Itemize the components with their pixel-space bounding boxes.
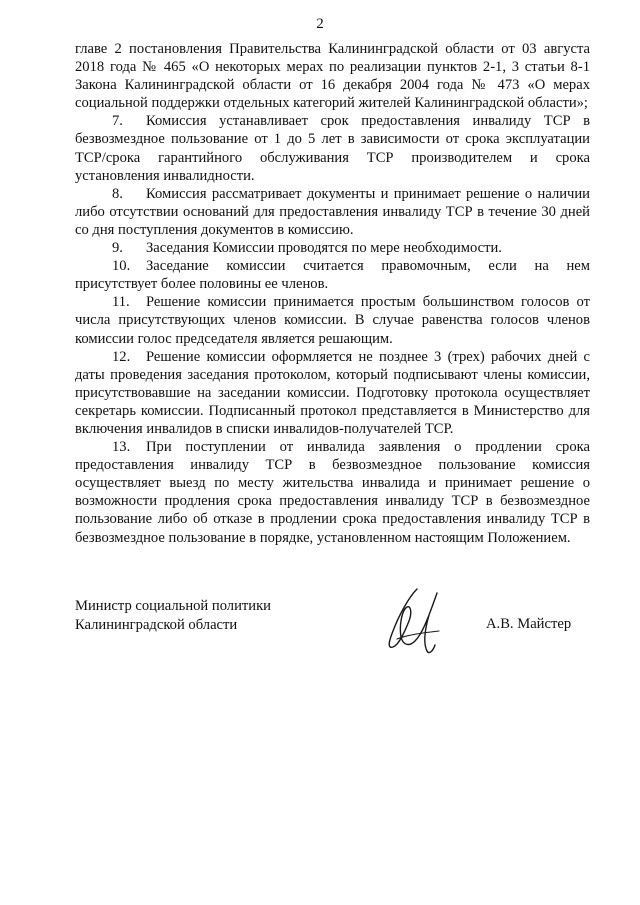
paragraph-text: Решение комиссии принимается простым большинством голосов от числа присутствующих членов комиссии. В случае равенства голосов членов комиссии голос председателя является решающим. <box>75 294 590 347</box>
paragraph-8 <box>75 185 590 239</box>
signature-block <box>75 597 590 667</box>
paragraph-7 <box>75 112 590 184</box>
paragraph-number: 12. <box>112 348 131 365</box>
signatory-title-line2: Калининградской области <box>75 616 238 633</box>
handwritten-signature <box>377 585 457 659</box>
signatory-title <box>75 597 271 634</box>
paragraph-11 <box>75 293 590 347</box>
paragraph-10 <box>75 257 590 293</box>
paragraph-13 <box>75 438 590 547</box>
paragraph-text: Комиссия рассматривает документы и принимает решение о наличии либо отсутствии оснований для предоставления инвалиду ТСР в течение 30 дней со дня поступления документов в комиссию. <box>75 185 590 238</box>
paragraph-text: При поступлении от инвалида заявления о продлении срока предоставления инвалиду ТСР в безвозмездное пользование комиссия осуществляет выезд по месту жительства инвалида и принимает решение о возможности продления срока предоставления инвалиду ТСР в безвозмездное пользование либо об отказе в продлении срока предоставления инвалиду ТСР в безвозмездное пользование в порядке, установленном настоящим Положением. <box>75 439 590 546</box>
paragraph-number: 8. <box>112 185 123 202</box>
document-body <box>75 40 590 547</box>
intro-paragraph: главе 2 постановления Правительства Калининградской области от 03 августа 2018 года № 465 «О некоторых мерах по реализации пунктов 2-1, 3 статьи 8-1 Закона Калининградской области от 16 декабря 2004 года № 473 «О мерах социальной поддержки отдельных категорий жителей Калининградской области»; <box>75 41 590 112</box>
paragraph-text: Решение комиссии оформляется не позднее 3 (трех) рабочих дней с даты проведения заседания протоколом, который подписывают члены комиссии, присутствовавшие на заседании комиссии. Подготовку протокола осуществляет секретарь комиссии. Подписанный протокол представляется в Министерство для включения инвалидов в списки инвалидов-получателей ТСР. <box>75 348 590 437</box>
signatory-name: А.В. Майстер <box>486 616 572 632</box>
page-number: 2 <box>316 16 324 32</box>
paragraph-number: 10. <box>112 258 131 275</box>
paragraph-12 <box>75 348 590 438</box>
paragraph-number: 13. <box>112 439 131 456</box>
signatory-title-line1: Министр социальной политики <box>75 598 271 614</box>
paragraph-number: 7. <box>112 113 123 130</box>
paragraph-number: 9. <box>112 240 123 257</box>
paragraph-text: Заседание комиссии считается правомочным, если на нем присутствует более половины ее членов. <box>75 258 590 293</box>
paragraph-9 <box>75 239 590 257</box>
paragraph-text: Заседания Комиссии проводятся по мере необходимости. <box>146 240 502 257</box>
paragraph-text: Комиссия устанавливает срок предоставления инвалиду ТСР в безвозмездное пользование от 1 до 5 лет в зависимости от срока эксплуатации ТСР/срока гарантийного обслуживания ТСР производителем и срока установления инвалидности. <box>75 113 590 184</box>
paragraph-number: 11. <box>112 294 130 311</box>
